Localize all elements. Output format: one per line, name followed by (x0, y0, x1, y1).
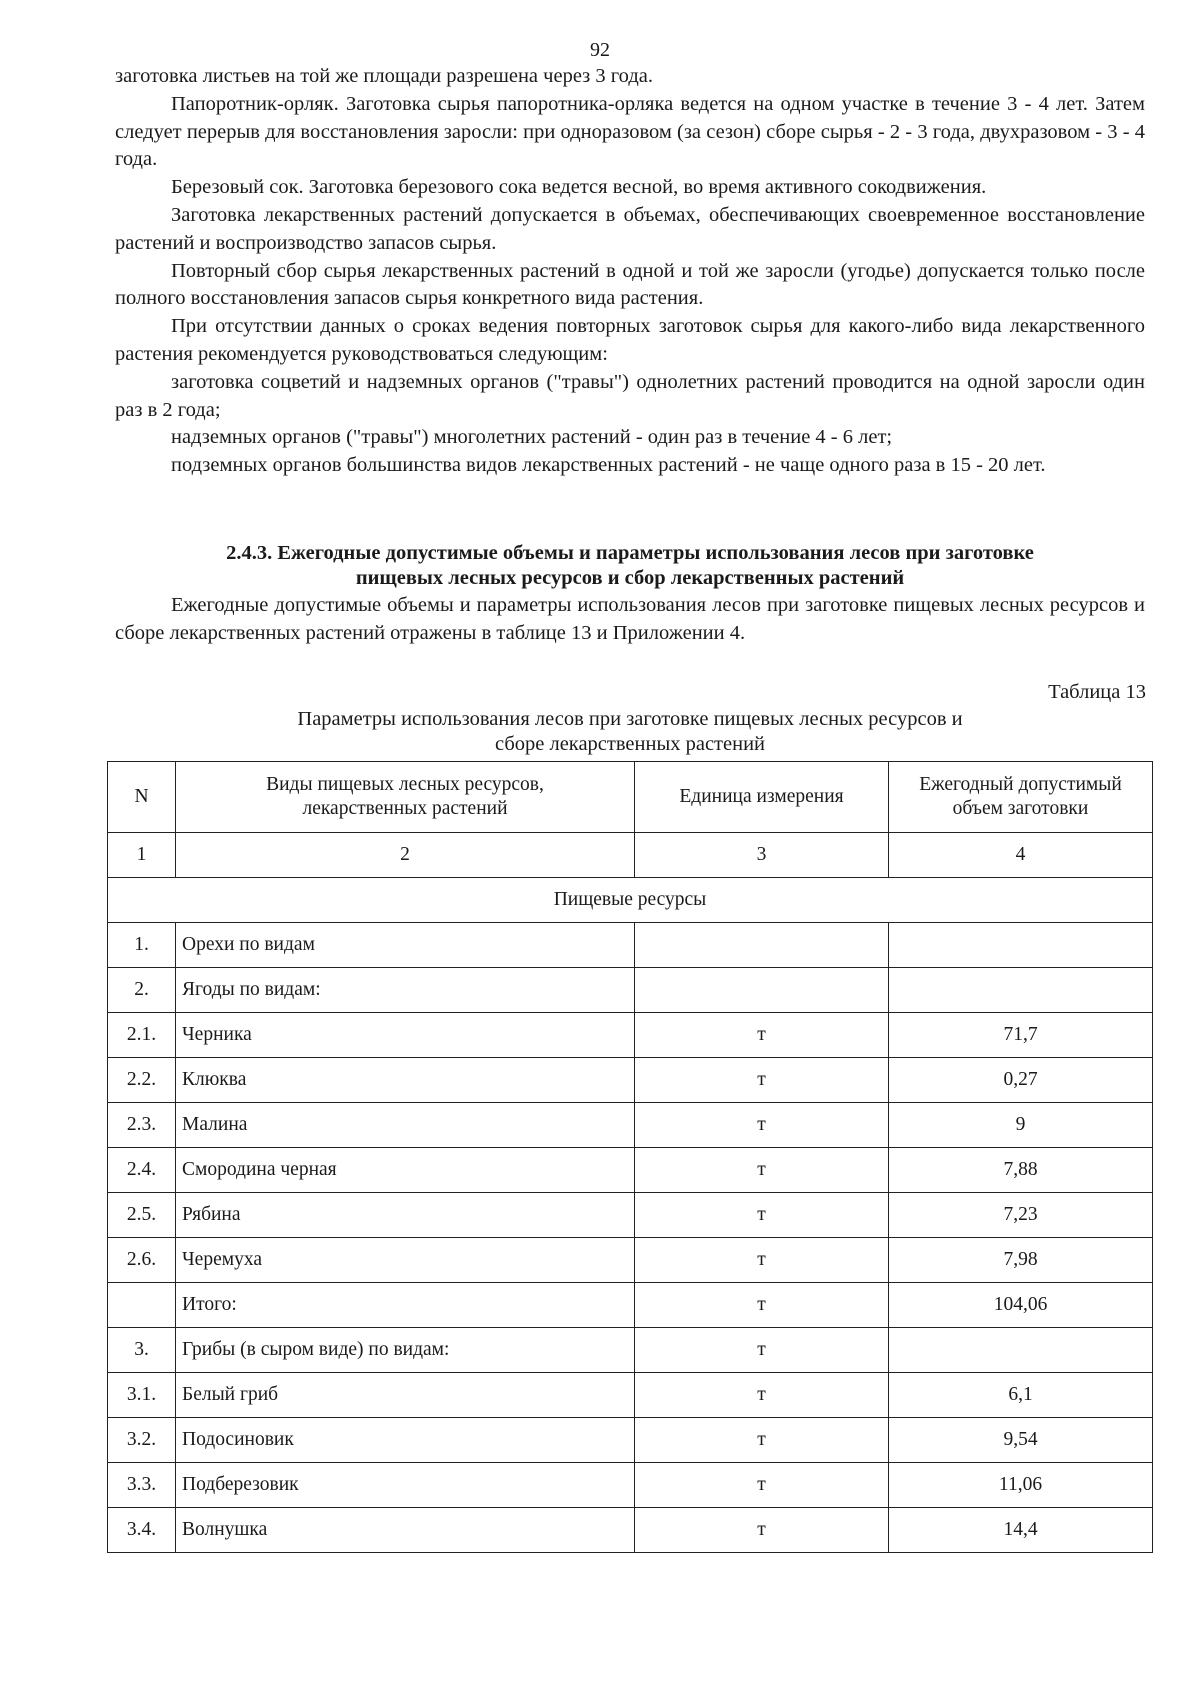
row-value: 7,88 (889, 1148, 1153, 1193)
column-number-row (108, 833, 1153, 878)
row-value: 7,23 (889, 1193, 1153, 1238)
row-value: 7,98 (889, 1238, 1153, 1283)
row-value: 14,4 (889, 1508, 1153, 1553)
table-caption-line: сборе лекарственных растений (494, 733, 766, 755)
row-unit: т (635, 1103, 889, 1148)
section-heading (115, 541, 1145, 591)
row-value: 0,27 (889, 1058, 1153, 1103)
column-number: 4 (889, 833, 1153, 878)
column-number: 1 (108, 833, 176, 878)
row-value (889, 968, 1153, 1013)
header-volume-line: объем заготовки (952, 798, 1089, 819)
row-name: Малина (176, 1103, 635, 1148)
table-row (108, 1283, 1153, 1328)
column-number: 2 (176, 833, 635, 878)
table-row (108, 1508, 1153, 1553)
table-row (108, 1013, 1153, 1058)
row-unit: т (635, 1193, 889, 1238)
table-row (108, 1238, 1153, 1283)
row-unit: т (635, 1148, 889, 1193)
row-number: 2.3. (108, 1103, 176, 1148)
header-volume-line: Ежегодный допустимый (919, 774, 1122, 795)
row-number: 2. (108, 968, 176, 1013)
table-row (108, 1103, 1153, 1148)
paragraph: Папоротник-орляк. Заготовка сырья папоротника-орляка ведется на одном участке в течение 3 - 4 лет. Затем следует перерыв для восстановления заросли: при одноразовом (за сезон) сборе сырья - 2 - 3 года, двухразовом - 3 - 4 года. (115, 92, 1145, 171)
row-unit: т (635, 1238, 889, 1283)
row-unit: т (635, 1013, 889, 1058)
row-name: Грибы (в сыром виде) по видам: (176, 1328, 635, 1373)
row-value: 6,1 (889, 1373, 1153, 1418)
row-value: 9 (889, 1103, 1153, 1148)
table-row (108, 1193, 1153, 1238)
row-name: Белый гриб (176, 1373, 635, 1418)
row-number: 3.2. (108, 1418, 176, 1463)
row-number: 2.5. (108, 1193, 176, 1238)
header-n: N (108, 762, 176, 833)
row-name: Итого: (176, 1283, 635, 1328)
row-value: 71,7 (889, 1013, 1153, 1058)
row-value: 9,54 (889, 1418, 1153, 1463)
paragraph: надземных органов ("травы") многолетних растений - один раз в течение 4 - 6 лет; (171, 426, 893, 449)
row-unit: т (635, 1328, 889, 1373)
row-value: 11,06 (889, 1463, 1153, 1508)
row-unit: т (635, 1508, 889, 1553)
row-name: Клюква (176, 1058, 635, 1103)
row-number: 2.6. (108, 1238, 176, 1283)
row-name: Подберезовик (176, 1463, 635, 1508)
paragraph: подземных органов большинства видов лекарственных растений - не чаще одного раза в 15 - 20 лет. (171, 454, 1046, 477)
paragraph: заготовка листьев на той же площади разрешена через 3 года. (115, 65, 653, 87)
resources-table (107, 761, 1153, 1553)
section-heading-line: пищевых лесных ресурсов и сбор лекарственных растений (355, 567, 905, 589)
row-name: Подосиновик (176, 1418, 635, 1463)
row-unit: т (635, 1283, 889, 1328)
header-name-line: лекарственных растений (302, 798, 508, 819)
section-heading-line: 2.4.3. Ежегодные допустимые объемы и параметры использования лесов при заготовке (226, 542, 1034, 564)
paragraph: Повторный сбор сырья лекарственных растений в одной и той же заросли (угодье) допускается только после полного восстановления запасов сырья конкретного вида растения. (115, 259, 1145, 310)
row-number: 3.3. (108, 1463, 176, 1508)
table-row (108, 1463, 1153, 1508)
row-unit: т (635, 1463, 889, 1508)
row-number: 3.1. (108, 1373, 176, 1418)
row-value: 104,06 (889, 1283, 1153, 1328)
row-name: Орехи по видам (176, 923, 635, 968)
row-unit (635, 968, 889, 1013)
table-row (108, 1373, 1153, 1418)
table-row (108, 1058, 1153, 1103)
table-row (108, 1328, 1153, 1373)
row-number: 2.4. (108, 1148, 176, 1193)
header-unit: Единица измерения (635, 762, 889, 833)
section-paragraph (115, 591, 1145, 647)
paragraph: Березовый сок. Заготовка березового сока ведется весной, во время активного сокодвижения. (171, 176, 987, 199)
row-number: 2.2. (108, 1058, 176, 1103)
row-unit: т (635, 1418, 889, 1463)
row-unit: т (635, 1373, 889, 1418)
table-label: Таблица 13 (1048, 681, 1146, 703)
row-number: 3.4. (108, 1508, 176, 1553)
page-number: 92 (590, 39, 610, 61)
paragraph: заготовка соцветий и надземных органов ("травы") однолетних растений проводится на одной заросли один раз в 2 года; (115, 370, 1145, 421)
table-row (108, 1418, 1153, 1463)
row-name: Черемуха (176, 1238, 635, 1283)
header-name (176, 762, 635, 833)
table-row (108, 923, 1153, 968)
paragraph: При отсутствии данных о сроках ведения повторных заготовок сырья для какого-либо вида лекарственного растения рекомендуется руководствоваться следующим: (115, 315, 1145, 365)
table-caption-line: Параметры использования лесов при заготовке пищевых лесных ресурсов и (297, 708, 963, 730)
table-header-row (108, 762, 1153, 833)
table-row (108, 1148, 1153, 1193)
row-number: 3. (108, 1328, 176, 1373)
table-caption (115, 707, 1145, 757)
row-name: Ягоды по видам: (176, 968, 635, 1013)
row-name: Смородина черная (176, 1148, 635, 1193)
row-unit: т (635, 1058, 889, 1103)
row-value (889, 1328, 1153, 1373)
paragraph: Заготовка лекарственных растений допускается в объемах, обеспечивающих своевременное восстановление растений и воспроизводство запасов сырья. (115, 203, 1145, 254)
row-unit (635, 923, 889, 968)
table-row (108, 968, 1153, 1013)
row-number: 1. (108, 923, 176, 968)
row-name: Волнушка (176, 1508, 635, 1553)
group-row (108, 878, 1153, 923)
paragraph: Ежегодные допустимые объемы и параметры использования лесов при заготовке пищевых лесных ресурсов и сборе лекарственных растений отражены в таблице 13 и Приложении 4. (115, 594, 1145, 644)
group-title: Пищевые ресурсы (108, 878, 1153, 923)
row-number: 2.1. (108, 1013, 176, 1058)
row-name: Рябина (176, 1193, 635, 1238)
body-text (115, 63, 1145, 480)
header-volume (889, 762, 1153, 833)
column-number: 3 (635, 833, 889, 878)
row-number (108, 1283, 176, 1328)
row-value (889, 923, 1153, 968)
header-name-line: Виды пищевых лесных ресурсов, (266, 774, 544, 795)
row-name: Черника (176, 1013, 635, 1058)
